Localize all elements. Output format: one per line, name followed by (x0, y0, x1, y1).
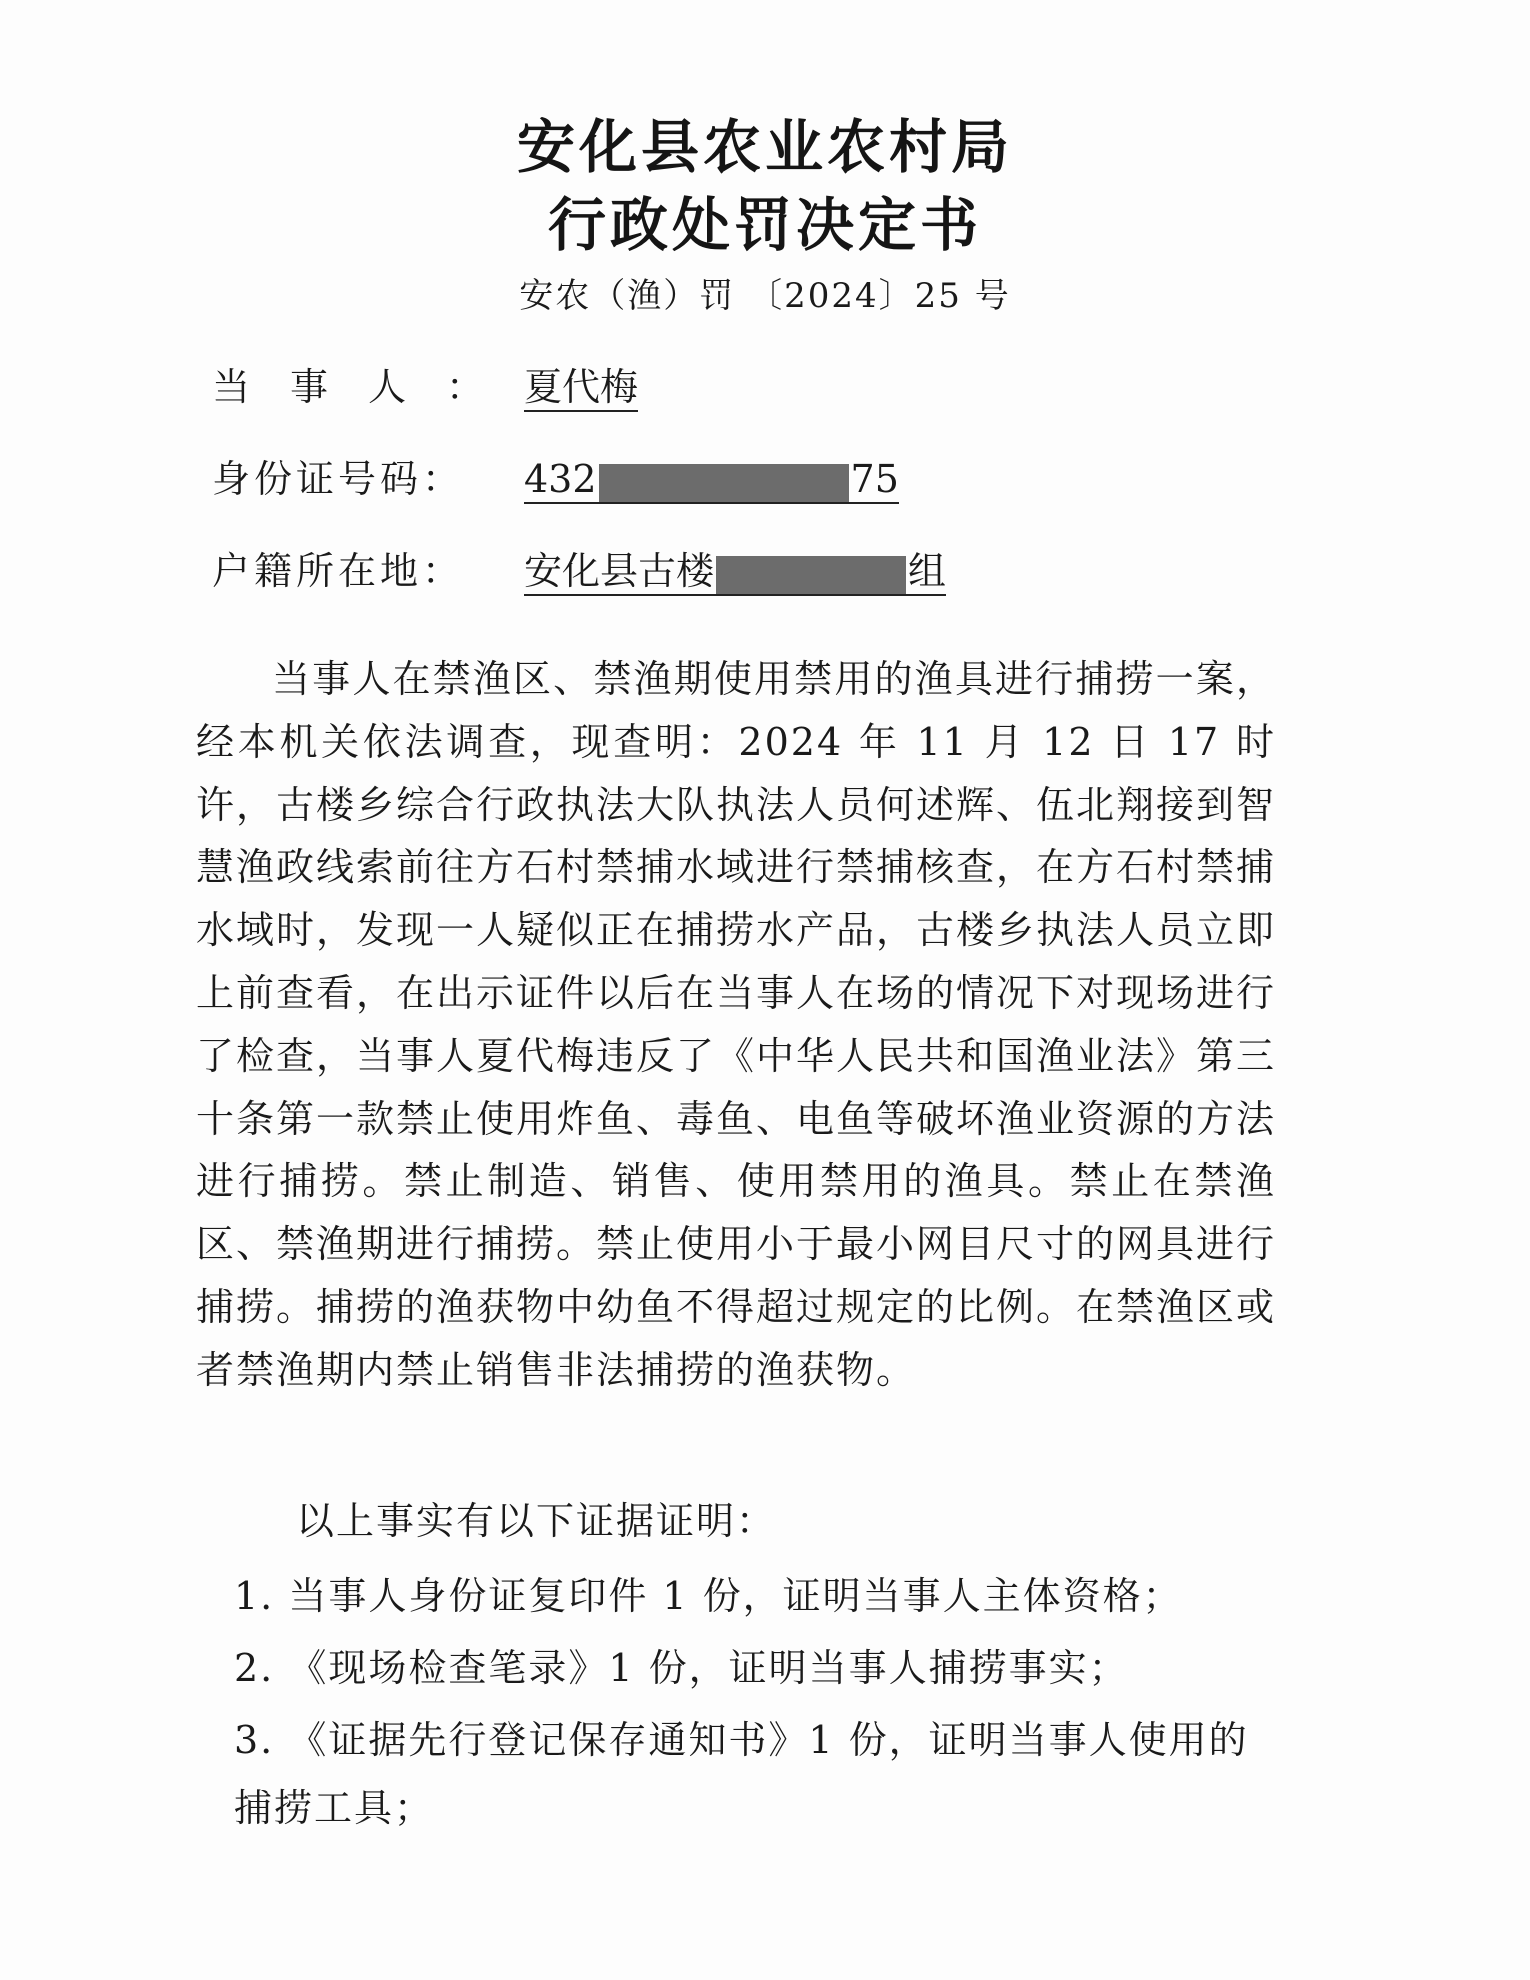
id-number-label: 身份证号码： (212, 457, 465, 501)
facts-paragraph: 当事人在禁渔区、禁渔期使用禁用的渔具进行捕捞一案，经本机关依法调查，现查明：2024 年 11 月 12 日 17 时许，古楼乡综合行政执法大队执法人员何述辉、伍北翔接到智慧渔政线索前往方石村禁捕水域进行禁捕核查，在方石村禁捕水域时，发现一人疑似正在捕捞水产品，古楼乡执法人员立即上前查看，在出示证件以后在当事人在场的情况下对现场进行了检查，当事人夏代梅违反了《中华人民共和国渔业法》第三十条第一款禁止使用炸鱼、毒鱼、电鱼等破坏渔业资源的方法进行捕捞。禁止制造、销售、使用禁用的渔具。禁止在禁渔区、禁渔期进行捕捞。禁止使用小于最小网目尺寸的网具进行捕捞。捕捞的渔获物中幼鱼不得超过规定的比例。在禁渔区或者禁渔期内禁止销售非法捕捞的渔获物。 (196, 657, 1277, 1392)
redaction-block (599, 464, 849, 502)
id-number-row (212, 454, 899, 504)
evidence-item: 1. 当事人身份证复印件 1 份，证明当事人主体资格； (234, 1574, 1183, 1618)
address-prefix: 安化县古楼 (524, 549, 715, 593)
id-number-value (524, 456, 899, 504)
household-address-value (524, 548, 946, 596)
agency-title: 安化县农业农村局 (516, 113, 1013, 181)
party-name-row (212, 362, 638, 412)
evidence-intro: 以上事实有以下证据证明： (296, 1499, 777, 1543)
document-type-title: 行政处罚决定书 (547, 191, 982, 259)
document-number: 安农（渔）罚 〔2024〕25 号 (519, 276, 1011, 316)
evidence-item: 2. 《现场检查笔录》1 份，证明当事人捕捞事实； (234, 1646, 1129, 1690)
party-name-label: 当事人： (212, 365, 525, 409)
redaction-block (716, 556, 906, 594)
address-suffix: 组 (908, 549, 947, 593)
id-number-suffix: 75 (850, 457, 899, 501)
party-name-value: 夏代梅 (524, 364, 638, 412)
household-address-label: 户籍所在地： (212, 549, 465, 593)
household-address-row (212, 546, 946, 596)
evidence-item: 3. 《证据先行登记保存通知书》1 份，证明当事人使用的捕捞工具； (234, 1718, 1249, 1830)
id-number-prefix: 432 (524, 457, 597, 501)
